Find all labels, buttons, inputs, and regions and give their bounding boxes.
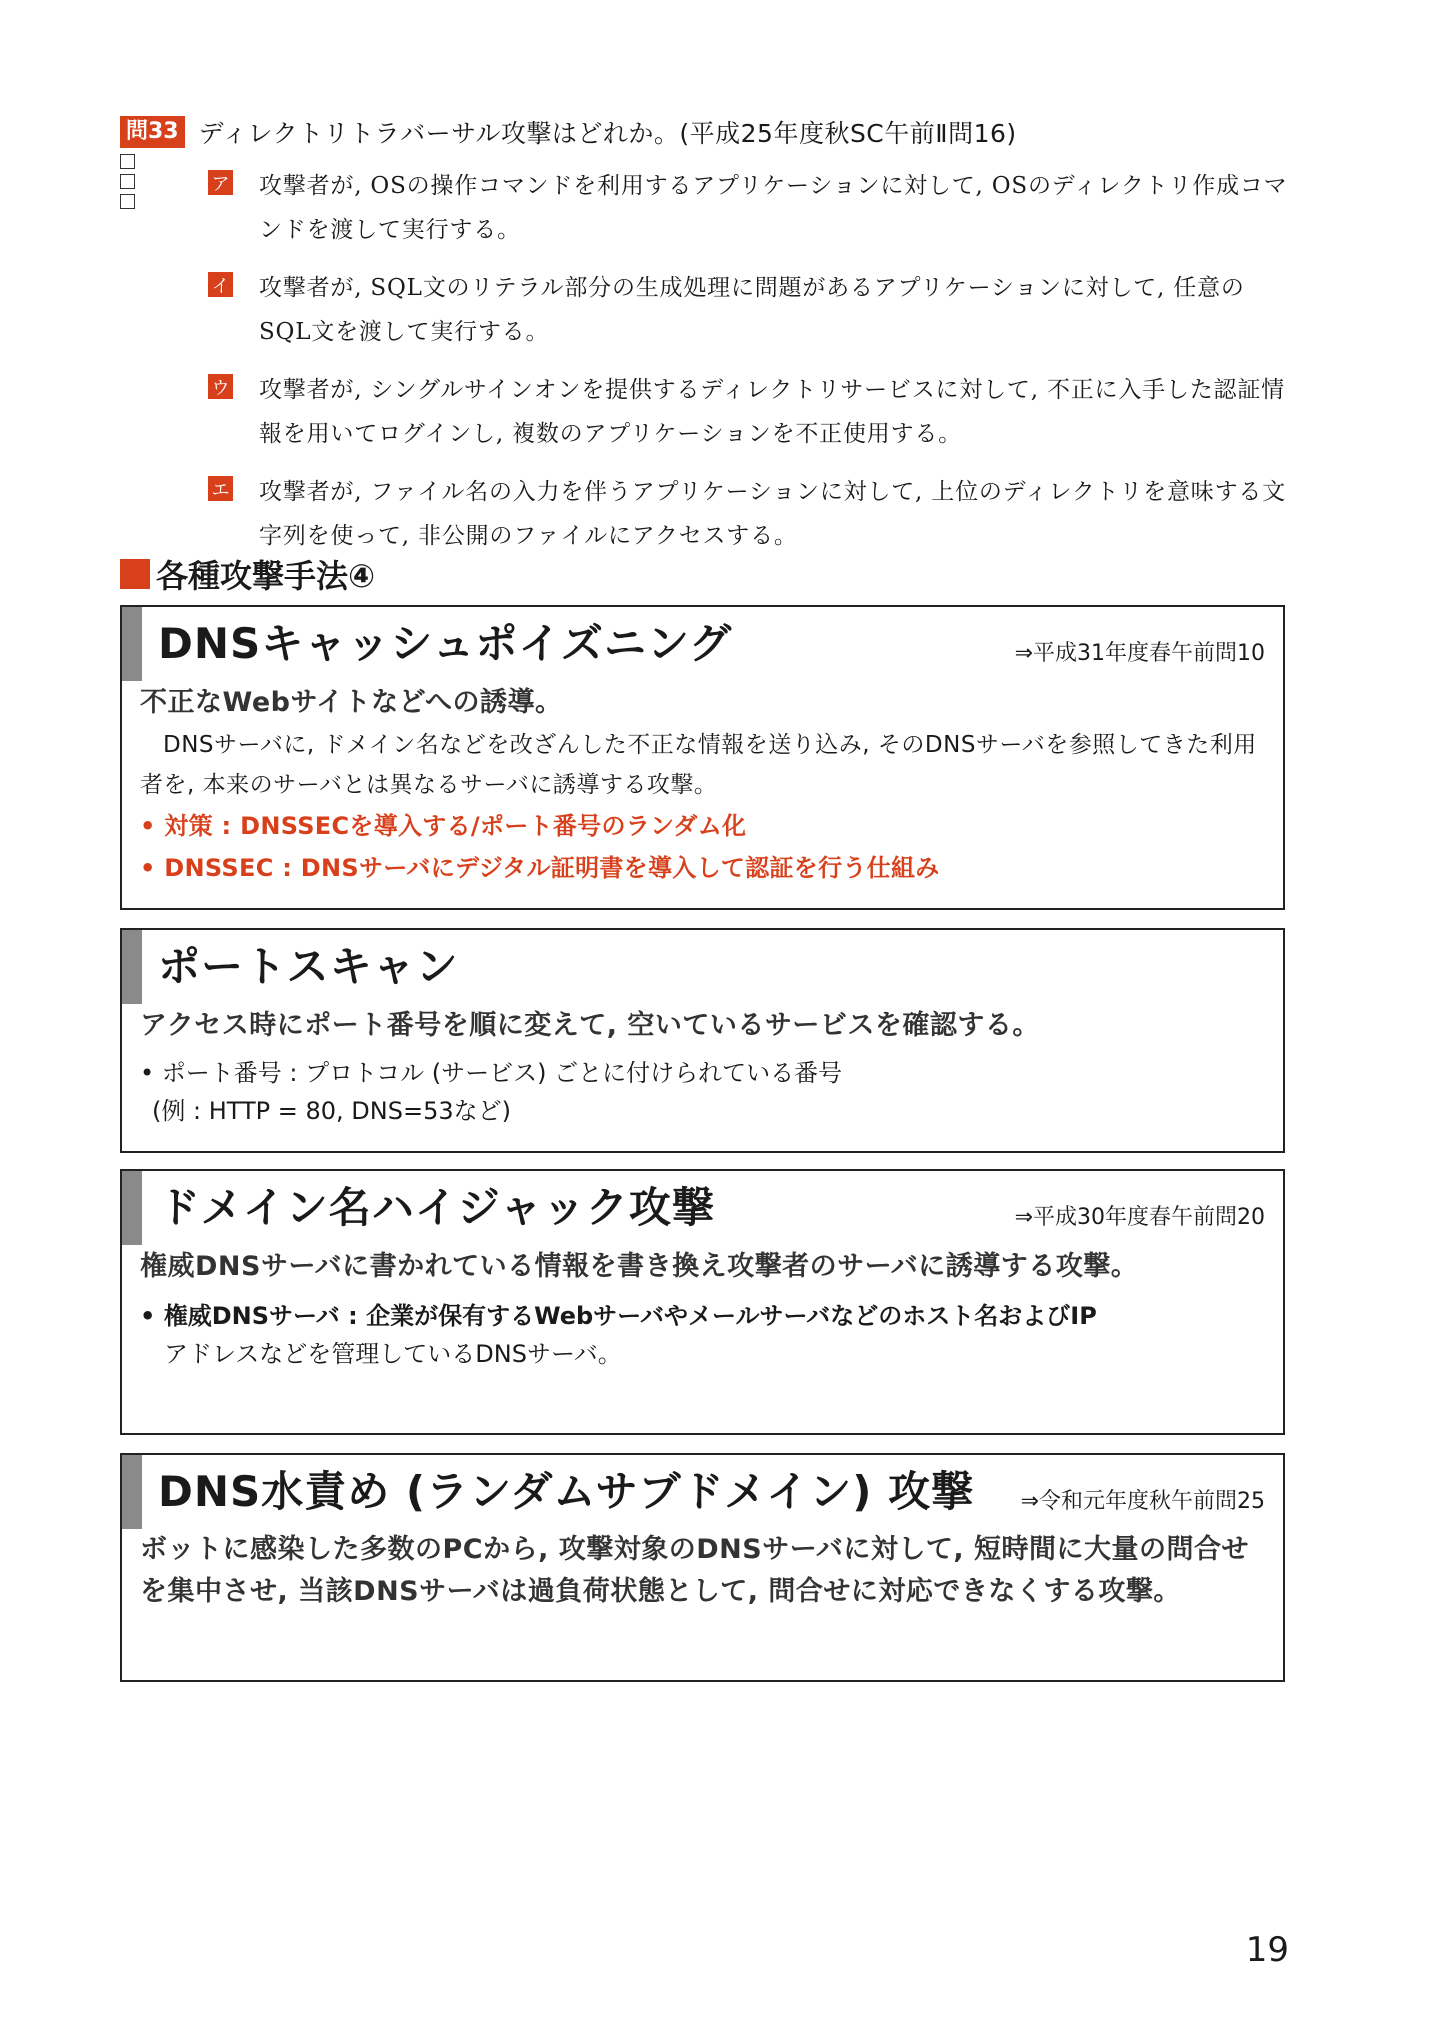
header-accent-bar	[122, 1455, 142, 1529]
dns-water-torture-box	[120, 1453, 1285, 1682]
dns-cache-poisoning-box	[120, 605, 1285, 910]
choice-text: 攻撃者が, OSの操作コマンドを利用するアプリケーションに対して, OSのディレクトリ作成コマンドを渡して実行する。	[259, 173, 1288, 243]
answer-choices	[208, 164, 1288, 572]
box-title: ドメイン名ハイジャック攻撃	[158, 1183, 715, 1232]
exam-reference: ⇒平成30年度春午前問20	[1014, 1205, 1265, 1230]
box-header	[122, 1171, 1283, 1245]
header-accent-bar	[122, 1171, 142, 1245]
domain-hijack-box	[120, 1169, 1285, 1435]
choice-u[interactable]	[208, 368, 1288, 456]
header-accent-bar	[122, 607, 142, 681]
choice-i[interactable]	[208, 266, 1288, 354]
box-title: DNS水責め (ランダムサブドメイン) 攻撃	[158, 1467, 975, 1516]
choice-key: エ	[208, 476, 233, 501]
box-header	[122, 930, 1283, 1004]
square-bullet-icon	[120, 559, 150, 589]
exam-reference: ⇒平成31年度春午前問10	[1014, 641, 1265, 666]
choice-text: 攻撃者が, シングルサインオンを提供するディレクトリサービスに対して, 不正に入手した認証情報を用いてログインし, 複数のアプリケーションを不正使用する。	[259, 377, 1285, 447]
port-scan-box	[120, 928, 1285, 1153]
review-checkbox[interactable]	[120, 154, 135, 169]
choice-key: ウ	[208, 374, 233, 399]
review-checkboxes	[120, 154, 135, 214]
choice-e[interactable]	[208, 470, 1288, 558]
port-number-bullet: • ポート番号 : プロトコル (サービス) ごとに付けられている番号	[140, 1059, 843, 1087]
section-title: 各種攻撃手法④	[156, 557, 376, 595]
page-number: 19	[1245, 1930, 1289, 1970]
review-checkbox[interactable]	[120, 194, 135, 209]
box-title: ポートスキャン	[158, 942, 459, 991]
countermeasure-bullet: • 対策 : DNSSECを導入する/ポート番号のランダム化	[140, 812, 747, 840]
choice-text: 攻撃者が, ファイル名の入力を伴うアプリケーションに対して, 上位のディレクトリを意味する文字列を使って, 非公開のファイルにアクセスする。	[259, 479, 1286, 549]
review-checkbox[interactable]	[120, 174, 135, 189]
dnssec-bullet: • DNSSEC : DNSサーバにデジタル証明書を導入して認証を行う仕組み	[140, 854, 940, 882]
box-description: DNSサーバに, ドメイン名などを改ざんした不正な情報を送り込み, そのDNSサーバを参照してきた利用者を, 本来のサーバとは異なるサーバに誘導する攻撃。	[140, 732, 1257, 798]
section-heading	[120, 551, 375, 597]
port-number-example: (例 : HTTP = 80, DNS=53など)	[152, 1097, 511, 1125]
authoritative-dns-bullet: • 権威DNSサーバ : 企業が保有するWebサーバやメールサーバなどのホスト名およびIP	[140, 1302, 1097, 1330]
box-lead: 権威DNSサーバに書かれている情報を書き換え攻撃者のサーバに誘導する攻撃。	[140, 1251, 1139, 1282]
box-title: DNSキャッシュポイズニング	[158, 619, 733, 668]
authoritative-dns-continuation: アドレスなどを管理しているDNSサーバ。	[164, 1340, 622, 1368]
question-text: ディレクトリトラバーサル攻撃はどれか。(平成25年度秋SC午前Ⅱ問16)	[198, 119, 1017, 148]
choice-key: ア	[208, 170, 233, 195]
header-accent-bar	[122, 930, 142, 1004]
choice-a[interactable]	[208, 164, 1288, 252]
box-lead: 不正なWebサイトなどへの誘導。	[140, 687, 563, 718]
box-body	[122, 1245, 1283, 1381]
box-header	[122, 1455, 1283, 1529]
box-body	[122, 1529, 1283, 1621]
box-header	[122, 607, 1283, 681]
question-number-badge: 問33	[120, 116, 185, 148]
choice-key: イ	[208, 272, 233, 297]
question-header	[120, 114, 1017, 150]
box-body	[122, 1004, 1283, 1138]
exam-reference: ⇒令和元年度秋午前問25	[1020, 1489, 1265, 1514]
box-lead: ボットに感染した多数のPCから, 攻撃対象のDNSサーバに対して, 短時間に大量の問合せを集中させ, 当該DNSサーバは過負荷状態として, 問合せに対応できなくする攻撃。	[140, 1534, 1250, 1607]
box-lead: アクセス時にポート番号を順に変えて, 空いているサービスを確認する。	[140, 1010, 1040, 1041]
box-body	[122, 681, 1283, 897]
choice-text: 攻撃者が, SQL文のリテラル部分の生成処理に問題があるアプリケーションに対して, 任意のSQL文を渡して実行する。	[259, 275, 1245, 345]
